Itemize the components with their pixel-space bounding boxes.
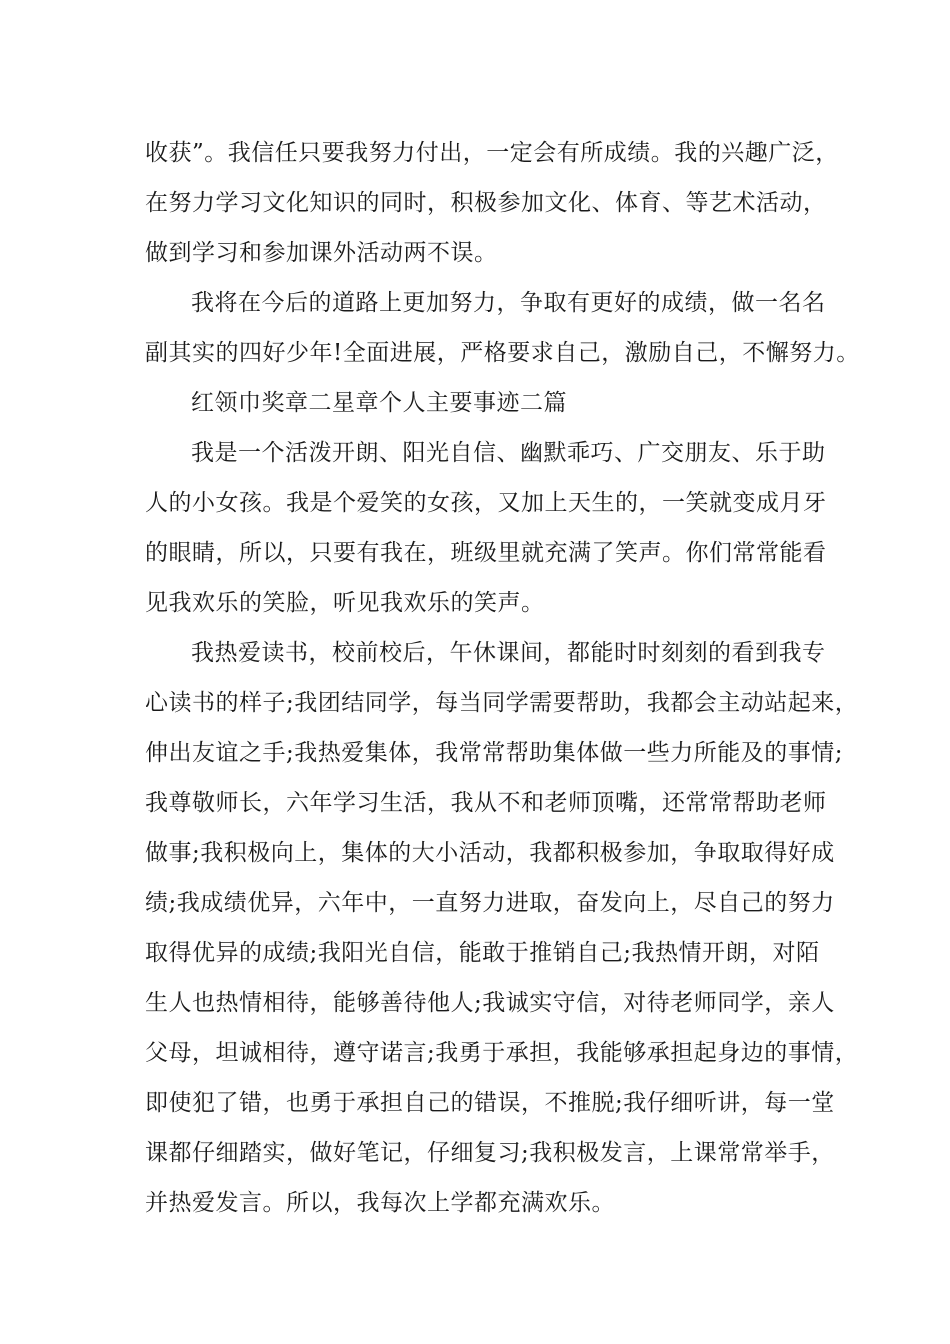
paragraph-start-line: 我将在今后的道路上更加努力，争取有更好的成绩，做一名名: [191, 290, 826, 316]
paragraph-start-line: 我热爱读书，校前校后，午休课间，都能时时刻刻的看到我专: [191, 640, 826, 666]
text-line: 即使犯了错，也勇于承担自己的错误，不推脱;我仔细听讲，每一堂: [145, 1090, 835, 1116]
document-body: [145, 128, 860, 1228]
text-line: 取得优异的成绩;我阳光自信，能敢于推销自己;我热情开朗，对陌: [145, 940, 820, 966]
text-line: 绩;我成绩优异，六年中，一直努力进取，奋发向上，尽自己的努力: [145, 890, 835, 916]
text-line: 收获”。我信任只要我努力付出，一定会有所成绩。我的兴趣广泛，: [145, 140, 839, 166]
text-line: 的眼睛，所以，只要有我在，班级里就充满了笑声。你们常常能看: [145, 540, 827, 566]
text-line: 生人也热情相待，能够善待他人;我诚实守信，对待老师同学，亲人: [145, 990, 835, 1016]
text-line: 副其实的四好少年!全面进展，严格要求自己，激励自己，不懈努力。: [145, 340, 860, 366]
text-line: 并热爱发言。所以，我每次上学都充满欢乐。: [145, 1190, 615, 1216]
text-line: 伸出友谊之手;我热爱集体，我常常帮助集体做一些力所能及的事情;: [145, 740, 843, 766]
text-line: 课都仔细踏实，做好笔记，仔细复习;我积极发言，上课常常举手，: [145, 1140, 835, 1166]
section-heading: 红领巾奖章二星章个人主要事迹二篇: [191, 390, 567, 416]
text-line: 见我欢乐的笑脸，听见我欢乐的笑声。: [145, 590, 545, 616]
text-line: 做事;我积极向上，集体的大小活动，我都积极参加，争取取得好成: [145, 840, 835, 866]
text-line: 人的小女孩。我是个爱笑的女孩，又加上天生的，一笑就变成月牙: [145, 490, 827, 516]
text-line: 我尊敬师长，六年学习生活，我从不和老师顶嘴，还常常帮助老师: [145, 790, 827, 816]
text-line: 做到学习和参加课外活动两不误。: [145, 240, 498, 266]
paragraph-start-line: 我是一个活泼开朗、阳光自信、幽默乖巧、广交朋友、乐于助: [191, 440, 826, 466]
text-line: 父母，坦诚相待，遵守诺言;我勇于承担，我能够承担起身边的事情，: [145, 1040, 859, 1066]
text-line: 在努力学习文化知识的同时，积极参加文化、体育、等艺术活动，: [145, 190, 827, 216]
text-line: 心读书的样子;我团结同学，每当同学需要帮助，我都会主动站起来，: [145, 690, 859, 716]
